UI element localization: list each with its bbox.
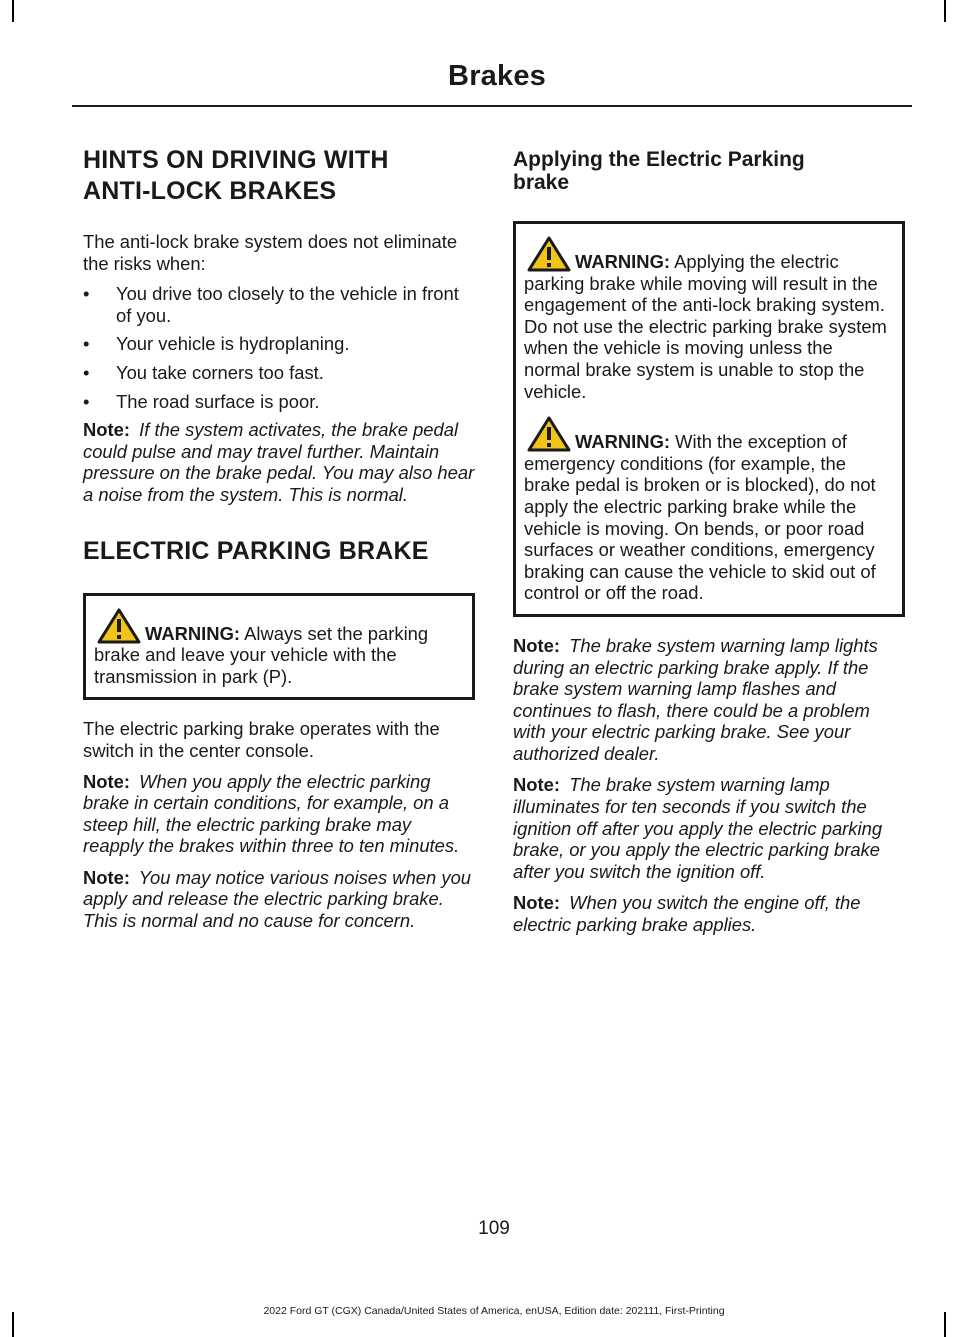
warning-label: WARNING: [145, 622, 241, 644]
note-text: When you apply the electric parking brake in certain conditions, for example, on a steep hill, the electric parking brake may reapply the brakes within three to ten minutes. [83, 770, 460, 857]
note-text: The brake system warning lamp lights during an electric parking brake apply. If the brake system warning lamp flashes and continues to flash, there could be a problem with your electric parking brake. See your authorized dealer. [513, 634, 878, 764]
note-label: Note: [83, 866, 130, 888]
note-label: Note: [83, 419, 130, 441]
subsection-heading-line1: Applying the Electric Parking [513, 148, 805, 171]
list-item-text: The road surface is poor. [116, 390, 320, 412]
list-item-text: You drive too closely to the vehicle in front of you. [116, 283, 459, 326]
applying-note-3 [513, 892, 905, 935]
abs-risk-list [83, 283, 475, 412]
list-item [83, 333, 475, 355]
list-item-text: You take corners too fast. [116, 361, 324, 383]
header-rule [72, 105, 912, 107]
page-header-title: Brakes [448, 60, 546, 92]
parking-note-2 [83, 867, 475, 932]
bullet-glyph: • [83, 333, 90, 355]
section-heading-abs [83, 145, 475, 207]
parking-note-1 [83, 771, 475, 857]
warning-text: Applying the electric parking brake while moving will result in the engagement of the anti-lock braking system. Do not use the electric parking brake system when the vehicle is moving unless the normal brake system is unable to stop the vehicle. [524, 251, 887, 402]
note-label: Note: [513, 892, 560, 914]
left-column [83, 145, 475, 942]
warning-text: With the exception of emergency conditions (for example, the brake pedal is broken or is blocked), do not apply the electric parking brake while the vehicle is moving. On bends, or poor road surfaces or weather conditions, emergency braking can cause the vehicle to skid out of control or off the road. [524, 431, 876, 604]
edition-footer: 2022 Ford GT (CGX) Canada/United States of America, enUSA, Edition date: 202111, First-Printing [263, 1305, 725, 1317]
crop-mark-top-left [12, 0, 14, 22]
note-text: If the system activates, the brake pedal could pulse and may travel further. Maintain pressure on the brake pedal. You may also hear a noise from the system. This is normal. [83, 419, 475, 505]
list-item [83, 391, 475, 413]
warning-triangle-icon [527, 416, 571, 452]
note-label: Note: [513, 634, 560, 656]
warning-triangle-icon [97, 608, 141, 644]
note-text: You may notice various noises when you apply and release the electric parking brake. This is normal and no cause for concern. [83, 866, 472, 932]
warning-paragraph [524, 416, 894, 604]
list-item-text: Your vehicle is hydroplaning. [116, 333, 350, 355]
applying-note-2 [513, 774, 905, 882]
page-number: 109 [478, 1218, 510, 1239]
list-item [83, 283, 475, 326]
warning-box-applying [513, 221, 905, 617]
warning-box-parking [83, 593, 475, 701]
warning-text: Always set the parking brake and leave your vehicle with the transmission in park (P). [94, 622, 429, 687]
abs-intro-paragraph: The anti-lock brake system does not eliminate the risks when: [83, 231, 458, 274]
note-text: When you switch the engine off, the electric parking brake applies. [513, 892, 861, 936]
section-heading-abs-line1: HINTS ON DRIVING WITH [83, 146, 389, 174]
note-label: Note: [513, 774, 560, 796]
subsection-heading-line2: brake [513, 171, 570, 194]
subsection-heading-applying [513, 148, 905, 194]
note-label: Note: [83, 770, 130, 792]
section-heading-abs-line2: ANTI-LOCK BRAKES [83, 177, 337, 205]
note-text: The brake system warning lamp illuminates for ten seconds if you switch the ignition off after you apply the electric parking brake, or you apply the electric parking brake after you switch the ignition off. [513, 774, 883, 882]
warning-label: WARNING: [575, 251, 671, 272]
section-heading-electric-parking-brake: ELECTRIC PARKING BRAKE [83, 536, 429, 565]
abs-note [83, 419, 475, 505]
warning-paragraph [94, 608, 464, 688]
warning-triangle-icon [527, 236, 571, 272]
warning-paragraph [524, 236, 894, 402]
crop-mark-top-right [944, 0, 946, 22]
bullet-glyph: • [83, 283, 90, 305]
bullet-glyph: • [83, 390, 90, 412]
applying-note-1 [513, 635, 905, 765]
warning-label: WARNING: [575, 431, 671, 453]
bullet-glyph: • [83, 361, 90, 383]
list-item [83, 362, 475, 384]
right-column [513, 148, 905, 946]
parking-brake-body-paragraph: The electric parking brake operates with the switch in the center console. [83, 718, 440, 761]
